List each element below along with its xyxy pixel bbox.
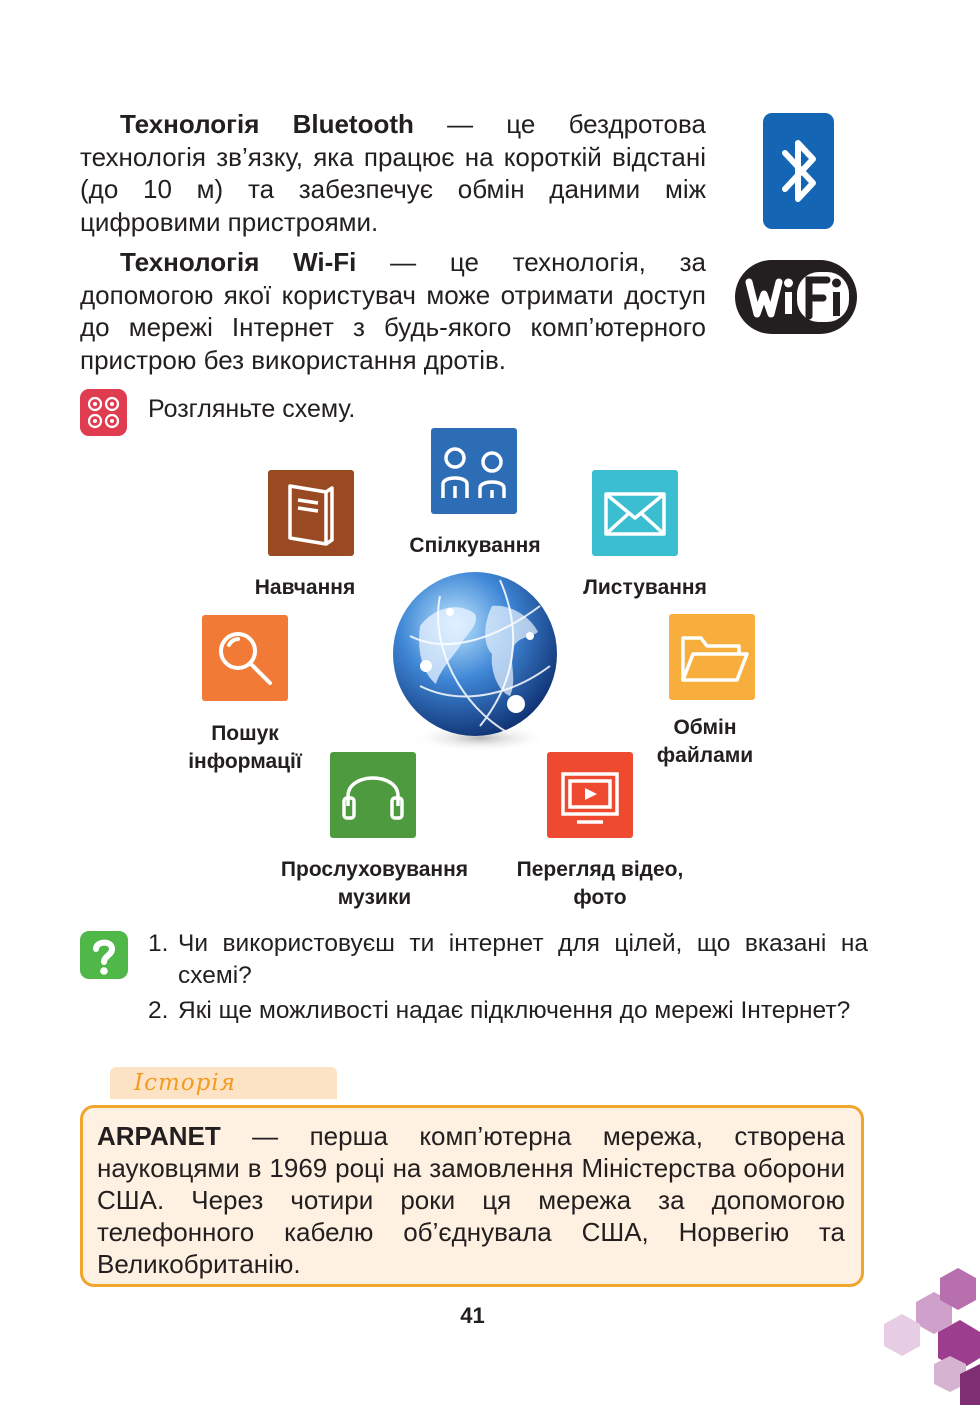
history-term: ARPANET <box>97 1121 221 1151</box>
scheme-label-mail: Листування <box>583 576 707 599</box>
question-list <box>148 928 868 1030</box>
scheme-label-learning: Навчання <box>254 576 356 599</box>
wifi-definition: — це технологія, за допомогою якої користувач може отримати доступ до мережі Інтернет з будь-якого комп’ютерного пристрою без використання дротів. <box>80 247 707 375</box>
wifi-paragraph <box>80 246 706 376</box>
page-number: 41 <box>460 1303 485 1328</box>
task-instruction: Розгляньте схему. <box>148 395 356 423</box>
question-item <box>148 995 868 1027</box>
headphones-icon <box>330 752 416 838</box>
scheme-label-file-exchange: Обмін файлами <box>656 716 754 767</box>
folder-icon <box>669 614 755 700</box>
question-text: Які ще можливості надає підключення до мережі Інтернет? <box>178 997 851 1024</box>
history-tab <box>110 1067 337 1099</box>
people-icon <box>431 428 517 514</box>
video-icon <box>547 752 633 838</box>
wifi-logo <box>733 258 859 341</box>
question-number: 2. <box>148 997 169 1024</box>
book-icon <box>268 470 354 556</box>
wifi-term: Технологія Wi-Fi <box>120 247 357 277</box>
bluetooth-icon <box>763 113 834 234</box>
history-text <box>97 1120 845 1280</box>
question-icon <box>80 931 128 979</box>
history-box <box>80 1105 864 1287</box>
scheme-label-search: Пошук інформації <box>188 722 302 773</box>
scheme-label-music: Прослуховування музики <box>280 858 469 909</box>
magnifier-icon <box>202 615 288 701</box>
bluetooth-paragraph <box>80 108 706 238</box>
bluetooth-term: Технологія Bluetooth <box>120 109 414 139</box>
envelope-icon <box>592 470 678 556</box>
bluetooth-definition: — це бездротова технологія зв’язку, яка працює на короткій відстані (до 10 м) та забезпечує обмін даними між цифровими пристроями. <box>80 109 706 237</box>
scheme-label-communication: Спілкування <box>409 534 541 557</box>
globe-icon <box>380 566 580 761</box>
task-flowers-icon <box>80 389 127 436</box>
question-number: 1. <box>148 930 169 957</box>
history-definition: — перша комп’ютерна мережа, створена науковцями в 1969 році на замовлення Міністерства оборони США. Через чотири роки ця мережа за допомогою телефонного кабелю об’єднувала США, Норвегію та Великобританію. <box>97 1121 845 1279</box>
question-item <box>148 928 868 992</box>
hexagon-decoration <box>878 1262 980 1410</box>
history-tab-label: Історія <box>134 1070 236 1096</box>
scheme-label-video: Перегляд відео, фото <box>516 858 684 909</box>
question-text: Чи використовуєш ти інтернет для цілей, що вказані на схемі? <box>178 930 868 989</box>
